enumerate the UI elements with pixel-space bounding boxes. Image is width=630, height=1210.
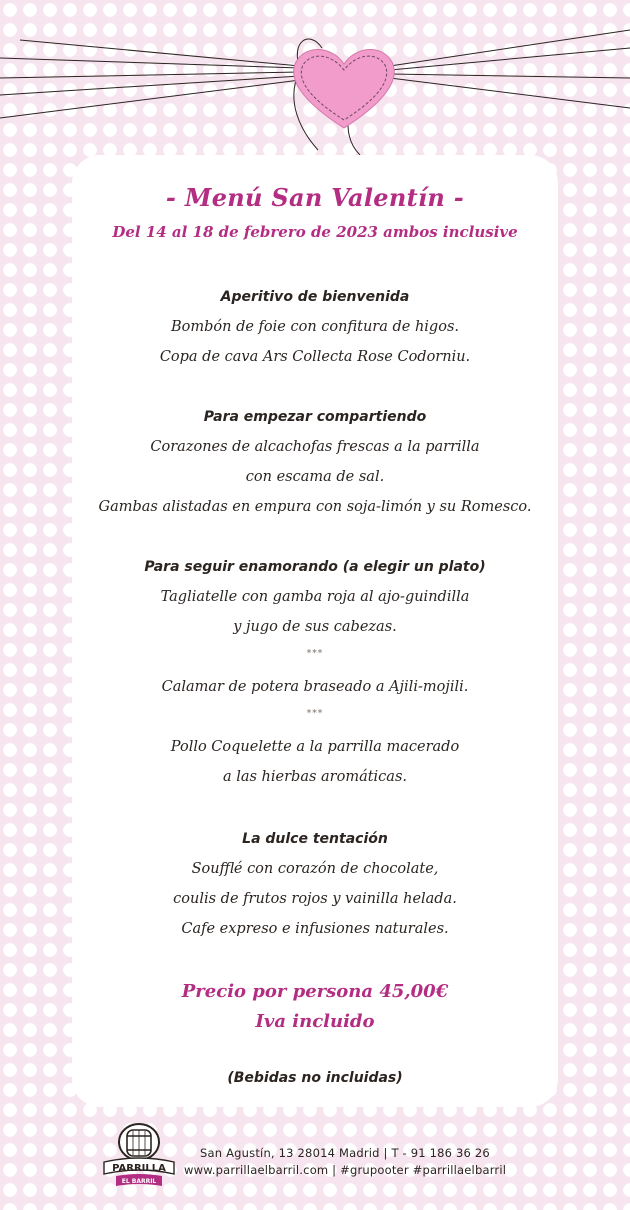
menu-dates: Del 14 al 18 de febrero de 2023 ambos inclusive — [112, 223, 518, 241]
website-hashtags: www.parrillaelbarril.com | #grupooter #parrillaelbarril — [184, 1163, 507, 1177]
menu-line: con escama de sal. — [245, 469, 385, 485]
menu-line: Cafe expreso e infusiones naturales. — [181, 921, 449, 937]
menu-line: Calamar de potera braseado a Ajili-mojili. — [161, 679, 469, 695]
menu-title: - Menú San Valentín - — [165, 183, 465, 212]
menu-line: Tagliatelle con gamba roja al ajo-guindilla — [160, 589, 470, 605]
drinks-note: (Bebidas no incluidas) — [227, 1070, 403, 1086]
menu-line: Corazones de alcachofas frescas a la parrilla — [150, 439, 480, 455]
section-heading-dulce: La dulce tentación — [242, 831, 388, 847]
price-line: Precio por persona 45,00€ — [181, 981, 449, 1002]
menu-line: coulis de frutos rojos y vainilla helada. — [173, 891, 457, 907]
section-heading-seguir: Para seguir enamorando (a elegir un plato) — [144, 559, 486, 575]
heart-icon — [294, 49, 395, 128]
address-phone: San Agustín, 13 28014 Madrid | T - 91 186 36 26 — [200, 1146, 490, 1160]
section-heading-aperitivo: Aperitivo de bienvenida — [220, 289, 410, 305]
menu-line: Copa de cava Ars Collecta Rose Codorniu. — [159, 349, 471, 365]
vat-line: Iva incluido — [255, 1011, 375, 1032]
menu-line: y jugo de sus cabezas. — [233, 619, 397, 635]
logo-text-bottom: EL BARRIL — [121, 1178, 157, 1185]
heart-ribbon-decoration — [0, 0, 630, 160]
menu-line: Bombón de foie con confitura de higos. — [170, 319, 459, 335]
separator: *** — [306, 709, 324, 719]
menu-line: Gambas alistadas en empura con soja-limón y su Romesco. — [98, 499, 532, 515]
footer — [100, 1120, 540, 1190]
separator: *** — [306, 649, 324, 659]
menu-line: Pollo Coquelette a la parrilla macerado — [170, 739, 460, 755]
parrilla-el-barril-logo — [100, 1120, 178, 1190]
menu-line: Soufflé con corazón de chocolate, — [191, 861, 439, 877]
logo-text-top: PARRILLA — [112, 1163, 166, 1174]
barrel-icon — [119, 1124, 159, 1160]
menu-line: a las hierbas aromáticas. — [222, 769, 408, 785]
menu-card — [72, 155, 558, 1107]
section-heading-empezar: Para empezar compartiendo — [203, 409, 427, 425]
